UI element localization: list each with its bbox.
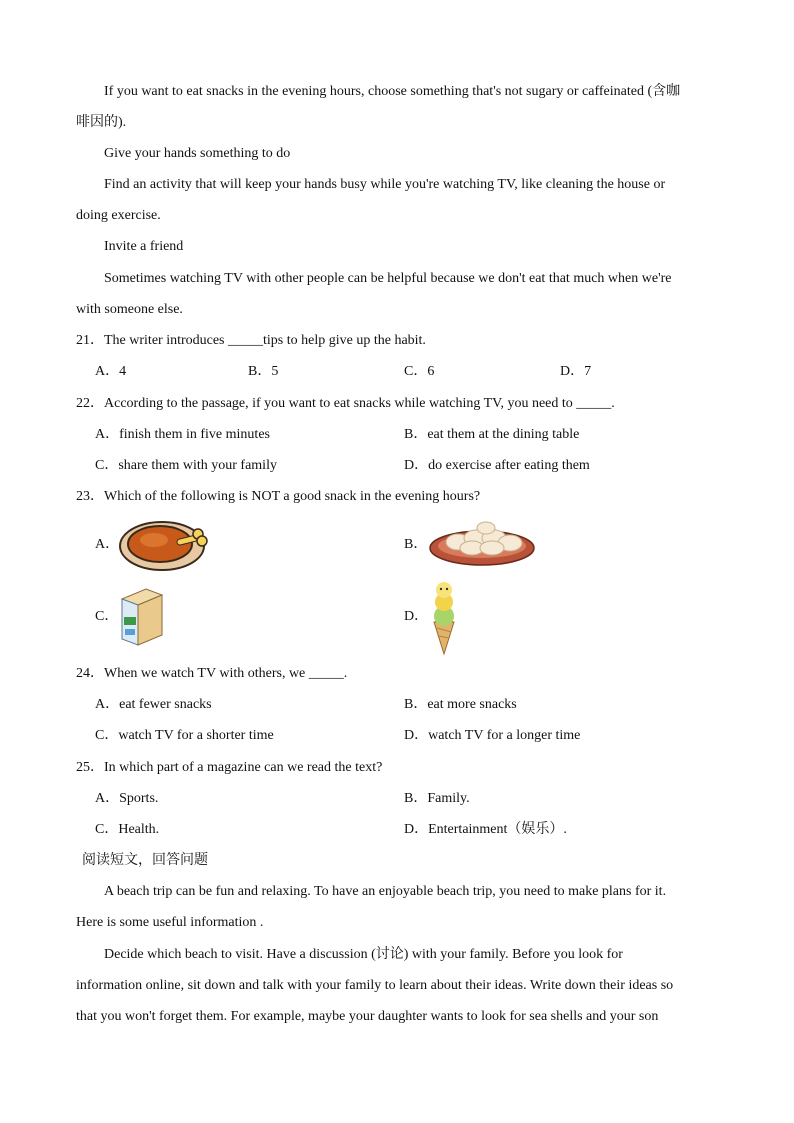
- passage-line: doing exercise.: [76, 208, 161, 223]
- q23-option-a[interactable]: A．: [95, 537, 120, 552]
- plate-of-dumplings-icon[interactable]: [428, 518, 536, 568]
- milk-carton-icon[interactable]: [118, 585, 164, 647]
- question-24-stem: 24．When we watch TV with others, we _____.: [76, 666, 348, 681]
- q23-option-d[interactable]: D．: [404, 609, 429, 624]
- roast-chicken-leg-icon[interactable]: [118, 516, 210, 572]
- question-22-stem: 22．According to the passage, if you want to eat snacks while watching TV, you need to _____.: [76, 396, 615, 411]
- question-21-stem: 21．The writer introduces _____tips to help give up the habit.: [76, 333, 426, 348]
- passage-line: with someone else.: [76, 302, 183, 317]
- q24-option-d[interactable]: D．watch TV for a longer time: [404, 728, 581, 743]
- passage-line: Here is some useful information .: [76, 915, 264, 930]
- question-25-stem: 25．In which part of a magazine can we read the text?: [76, 760, 383, 775]
- q22-option-c[interactable]: C．share them with your family: [95, 458, 277, 473]
- q21-option-c[interactable]: C．6: [404, 364, 435, 379]
- passage-line: Find an activity that will keep your hands busy while you're watching TV, like cleaning the house or: [104, 177, 666, 192]
- q21-option-d[interactable]: D．7: [560, 364, 592, 379]
- subheading: Give your hands something to do: [104, 146, 291, 161]
- q24-option-b[interactable]: B．eat more snacks: [404, 697, 517, 712]
- q21-option-a[interactable]: A．4: [95, 364, 127, 379]
- passage-line: information online, sit down and talk with your family to learn about their ideas. Write down their ideas so: [76, 978, 674, 993]
- q22-option-a[interactable]: A．finish them in five minutes: [95, 427, 270, 442]
- passage-line: A beach trip can be fun and relaxing. To have an enjoyable beach trip, you need to make plans for it.: [104, 884, 667, 899]
- passage-line: If you want to eat snacks in the evening hours, choose something that's not sugary or caffeinated (含咖: [104, 84, 681, 99]
- passage-line: Decide which beach to visit. Have a discussion (讨论) with your family. Before you look for: [104, 947, 623, 962]
- q23-option-c[interactable]: C．: [95, 609, 119, 624]
- section-title: 阅读短文，回答问题: [82, 853, 208, 868]
- q25-option-a[interactable]: A．Sports.: [95, 791, 159, 806]
- q22-option-d[interactable]: D．do exercise after eating them: [404, 458, 590, 473]
- q25-option-d[interactable]: D．Entertainment（娱乐）.: [404, 822, 567, 837]
- q25-option-c[interactable]: C．Health.: [95, 822, 160, 837]
- q24-option-a[interactable]: A．eat fewer snacks: [95, 697, 212, 712]
- q22-option-b[interactable]: B．eat them at the dining table: [404, 427, 580, 442]
- q21-option-b[interactable]: B．5: [248, 364, 279, 379]
- passage-line: that you won't forget them. For example, maybe your daughter wants to look for sea shells and your son: [76, 1009, 659, 1024]
- q24-option-c[interactable]: C．watch TV for a shorter time: [95, 728, 274, 743]
- q25-option-b[interactable]: B．Family.: [404, 791, 470, 806]
- passage-line: Sometimes watching TV with other people can be helpful because we don't eat that much when we're: [104, 271, 672, 286]
- question-23-stem: 23．Which of the following is NOT a good snack in the evening hours?: [76, 489, 481, 504]
- ice-cream-cone-icon[interactable]: [428, 580, 460, 656]
- q23-option-b[interactable]: B．: [404, 537, 428, 552]
- passage-line: 啡因的).: [76, 115, 127, 130]
- subheading: Invite a friend: [104, 239, 184, 254]
